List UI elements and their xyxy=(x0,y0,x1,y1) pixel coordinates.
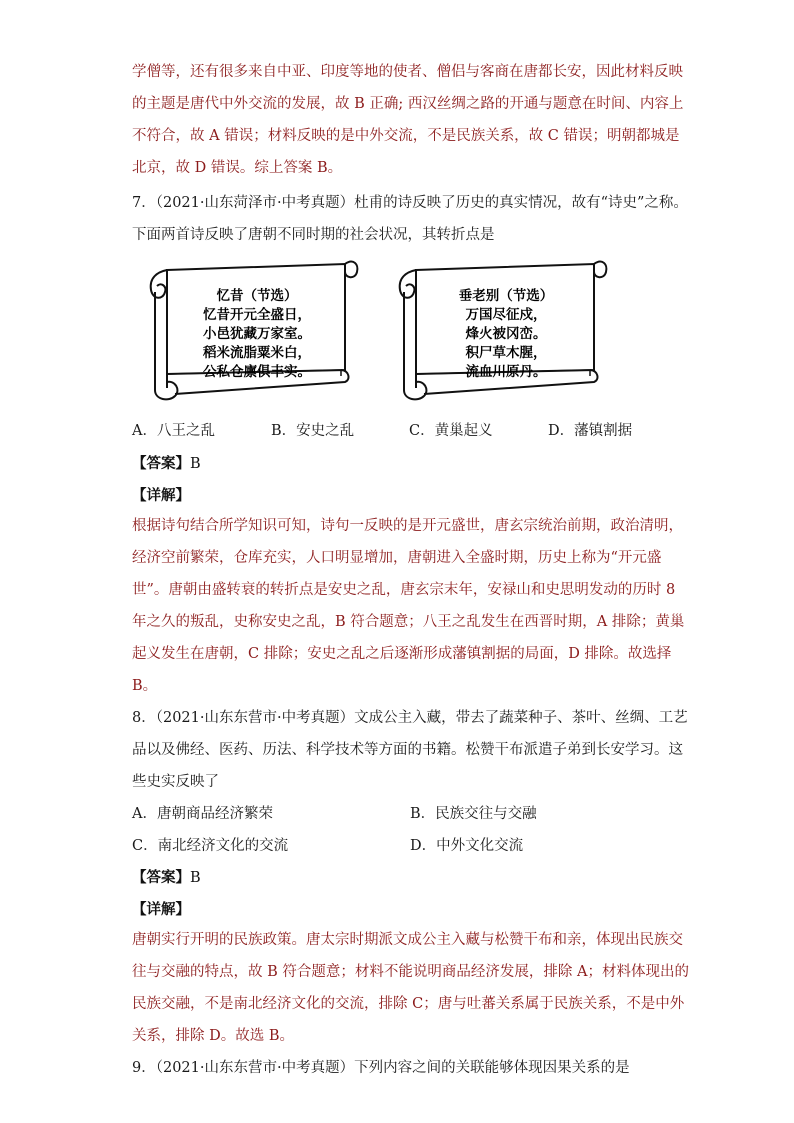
scroll-1-line: 忆昔开元全盛日， xyxy=(203,307,311,323)
detail-line: 往与交融的特点，故 B 符合题意；材料不能说明商品经济发展，排除 A；材料体现出的 xyxy=(132,964,689,980)
detail-line: 唐朝实行开明的民族政策。唐太宗时期派文成公主入藏与松赞干布和亲，体现出民族交 xyxy=(132,932,683,948)
question-stem: 下面两首诗反映了唐朝不同时期的社会状况，其转折点是 xyxy=(132,227,495,243)
option-d[interactable]: D．中外文化交流 xyxy=(410,838,524,854)
scroll-1-line: 稻米流脂粟米白， xyxy=(203,345,311,361)
detail-line: B。 xyxy=(132,678,158,694)
scroll-image-1 xyxy=(145,252,360,410)
question-stem: 些史实反映了 xyxy=(132,774,219,790)
detail-line: 民族交融，不是南北经济文化的交流，排除 C；唐与吐蕃关系属于民族关系，不是中外 xyxy=(132,996,685,1012)
detail-label: 【详解】 xyxy=(132,487,190,504)
option-b[interactable]: B．安史之乱 xyxy=(271,423,355,439)
scroll-2-line: 流血川原丹。 xyxy=(465,364,547,380)
option-a[interactable]: A．八王之乱 xyxy=(132,423,215,439)
question-stem: 7．（2021·山东菏泽市·中考真题）杜甫的诗反映了历史的真实情况，故有“诗史”之称。 xyxy=(132,195,688,211)
text-line: 学僧等，还有很多来自中亚、印度等地的使者、僧侣与客商在唐都长安，因此材料反映 xyxy=(132,64,683,80)
detail-line: 根据诗句结合所学知识可知，诗句一反映的是开元盛世，唐玄宗统治前期，政治清明， xyxy=(132,518,683,534)
option-c[interactable]: C．黄巢起义 xyxy=(409,423,493,439)
detail-label: 【详解】 xyxy=(132,901,190,918)
scroll-1-line: 小邑犹藏万家室。 xyxy=(203,326,311,342)
answer-tag xyxy=(132,452,201,473)
option-a[interactable]: A．唐朝商品经济繁荣 xyxy=(132,806,273,822)
option-d[interactable]: D．藩镇割据 xyxy=(548,423,633,439)
detail-line: 起义发生在唐朝，C 排除；安史之乱之后逐渐形成藩镇割据的局面，D 排除。故选择 xyxy=(132,646,672,662)
detail-line: 世”。唐朝由盛转衰的转折点是安史之乱，唐玄宗末年，安禄山和史思明发动的历时 8 xyxy=(132,582,676,598)
scroll-1-title: 忆昔（节选） xyxy=(216,288,298,304)
text-line: 的主题是唐代中外交流的发展，故 B 正确; 西汉丝绸之路的开通与题意在时间、内容上 xyxy=(132,96,684,112)
option-c[interactable]: C．南北经济文化的交流 xyxy=(132,838,289,854)
answer-label: 【答案】 xyxy=(132,869,190,886)
answer-tag xyxy=(132,866,201,887)
scroll-2-line: 积尸草木腥， xyxy=(465,345,547,361)
text-line: 不符合，故 A 错误；材料反映的是中外交流，不是民族关系，故 C 错误；明朝都城是 xyxy=(132,128,680,144)
scroll-2-title: 垂老别（节选） xyxy=(458,288,554,304)
scroll-2-line: 万国尽征戍， xyxy=(465,307,547,323)
detail-line: 经济空前繁荣，仓库充实，人口明显增加，唐朝进入全盛时期，历史上称为“开元盛 xyxy=(132,550,662,566)
scroll-1-line: 公私仓廪俱丰实。 xyxy=(203,364,311,380)
answer-value: B xyxy=(190,870,201,886)
detail-line: 年之久的叛乱，史称安史之乱，B 符合题意；八王之乱发生在西晋时期，A 排除；黄巢 xyxy=(132,614,685,630)
option-b[interactable]: B．民族交往与交融 xyxy=(410,806,537,822)
question-stem: 品以及佛经、医药、历法、科学技术等方面的书籍。松赞干布派遣子弟到长安学习。这 xyxy=(132,742,683,758)
detail-line: 关系，排除 D。故选 B。 xyxy=(132,1028,294,1044)
answer-label: 【答案】 xyxy=(132,455,190,472)
answer-value: B xyxy=(190,456,201,472)
scroll-image-2 xyxy=(394,252,609,410)
question-stem: 9．（2021·山东东营市·中考真题）下列内容之间的关联能够体现因果关系的是 xyxy=(132,1060,630,1076)
text-line: 北京，故 D 错误。综上答案 B。 xyxy=(132,160,343,176)
scroll-2-line: 烽火被冈峦。 xyxy=(465,326,547,342)
question-stem: 8．（2021·山东东营市·中考真题）文成公主入藏，带去了蔬菜种子、茶叶、丝绸、工艺 xyxy=(132,710,688,726)
